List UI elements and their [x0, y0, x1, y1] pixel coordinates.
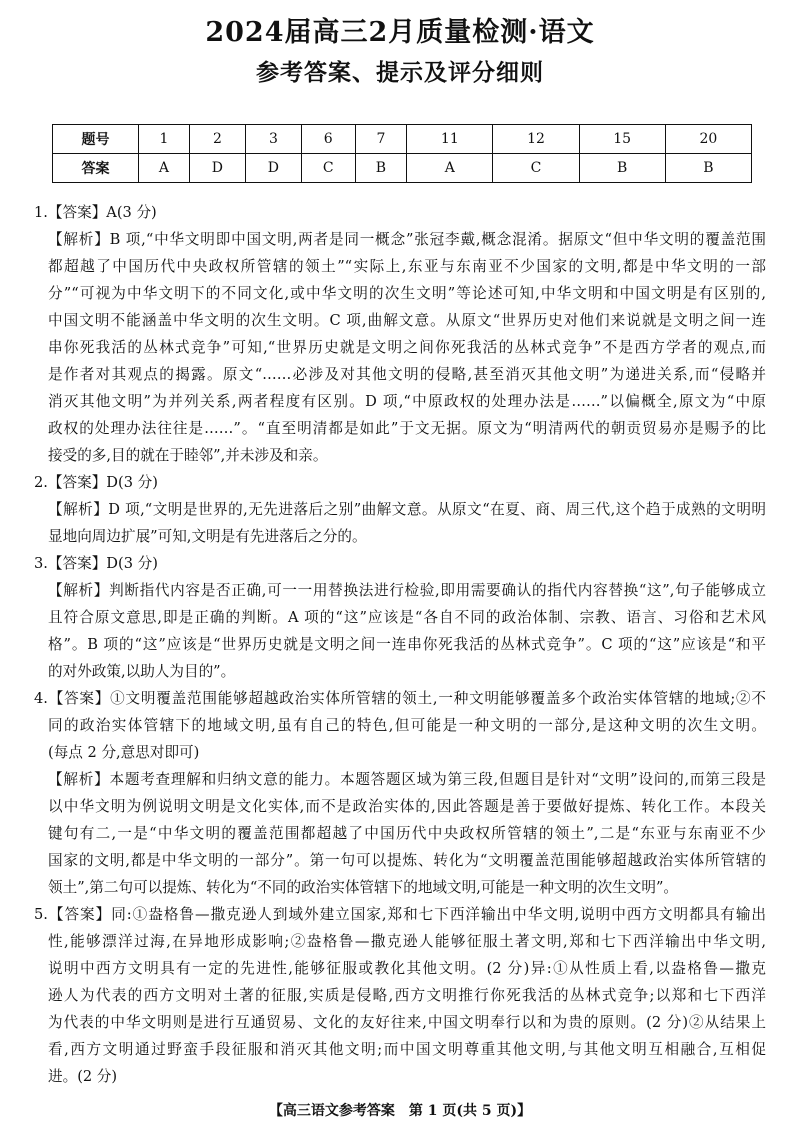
text-line: 接受的多,目的就在于睦邻”,并未涉及和亲。 — [48, 447, 328, 464]
text-line: 消灭其他文明”为并列关系,两者程度有区别。D 项,“中原政权的处理办法是……”以偏概全,原文为“中原 — [48, 393, 766, 410]
answer-line: 2.【答案】D(3 分) — [34, 474, 158, 491]
text-line: 都超越了中国历代中央政权所管辖的领土”“实际上,东亚与东南亚不少国家的文明,都是中华文明的一部 — [48, 258, 766, 275]
answer-cell: D — [189, 154, 245, 183]
text-line: 为代表的中华文明则是进行互通贸易、文化的友好往来,中国文明奉行以和为贵的原则。(2 分)②从结果上 — [48, 1014, 766, 1031]
text-line: 看,西方文明通过野蛮手段征服和消灭其他文明;而中国文明尊重其他文明,与其他文明互相融合,互相促 — [48, 1041, 766, 1058]
text-line: 的对外政策,以助人为目的”。 — [48, 663, 236, 680]
text-line: 4.【答案】①文明覆盖范围能够超越政治实体所管辖的领土,一种文明能够覆盖多个政治实体管辖的地域;②不 — [34, 690, 766, 707]
text-line: 同的政治实体管辖下的地域文明,虽有自己的特色,但可能是一种文明的一部分,是这种文明的次生文明。 — [48, 717, 766, 734]
text-line: 格”。B 项的“这”应该是“世界历史就是文明之间一连串你死我活的丛林式竞争”。C 项的“这”应该是“和平 — [48, 636, 766, 653]
text-line: 分”“可视为中华文明下的不同文化,或中华文明的次生文明”等论述可知,中华文明和中国文明是有区别的, — [48, 285, 766, 302]
answer-cell: C — [493, 154, 579, 183]
text-line: 且符合原文意思,即是正确的判断。A 项的“这”应该是“各自不同的政治体制、宗教、语言、习俗和艺术风 — [48, 609, 766, 626]
answer-row — [53, 154, 752, 183]
answer-cell: C — [301, 154, 355, 183]
question-cell: 15 — [579, 125, 665, 154]
text-line: 中国文明不能涵盖中华文明的次生文明。C 项,曲解文意。从原文“世界历史对他们来说就是文明之间一连 — [48, 312, 766, 329]
text-line: 键句有二,一是“中华文明的覆盖范围都超越了中国历代中央政权所管辖的领土”,二是“东亚与东南亚不少 — [48, 825, 766, 842]
text-line: (每点 2 分,意思对即可) — [48, 744, 200, 761]
text-line: 进。(2 分) — [48, 1068, 118, 1085]
text-line: 显地向周边扩展”可知,文明是有先进落后之分的。 — [48, 528, 367, 545]
text-line: 政权的处理办法往往是……”。“直至明清都是如此”于文无据。原文为“明清两代的朝贡贸易亦是赐予的比 — [48, 420, 766, 437]
question-cell: 20 — [665, 125, 751, 154]
answer-cell: A — [139, 154, 190, 183]
text-line: 说明中西方文明具有一定的先进性,能够征服或教化其他文明。(2 分)异:①从性质上看,以盎格鲁—撒克 — [48, 960, 766, 977]
text-line: 是作者对其观点的揭露。原文“……必涉及对其他文明的侵略,甚至消灭其他文明”为递进关系,而“侵略并 — [48, 366, 766, 383]
question-cell: 6 — [301, 125, 355, 154]
answer-explanations — [34, 199, 766, 1090]
text-line: 以中华文明为例说明文明是文化实体,而不是政治实体的,因此答题是善于要做好提炼、转化工作。本段关 — [48, 798, 766, 815]
answer-cell: B — [665, 154, 751, 183]
question-cell: 7 — [355, 125, 407, 154]
page-title: 2024届高三2月质量检测·语文 — [205, 17, 595, 48]
question-cell: 11 — [407, 125, 493, 154]
question-cell: 1 — [139, 125, 190, 154]
answer-cell: D — [245, 154, 301, 183]
row-label-answer: 答案 — [53, 154, 139, 183]
text-line: 串你死我活的丛林式竞争”可知,“世界历史就是文明之间你死我活的丛林式竞争”不是西方学者的观点,而 — [48, 339, 766, 356]
question-number-row — [53, 125, 752, 154]
page-subtitle: 参考答案、提示及评分细则 — [256, 59, 544, 86]
row-label-question: 题号 — [53, 125, 139, 154]
text-line: 5.【答案】同:①盎格鲁—撒克逊人到域外建立国家,郑和七下西洋输出中华文明,说明中西方文明都具有输出 — [34, 906, 766, 923]
item-5 — [34, 901, 766, 1090]
item-1 — [34, 199, 766, 469]
answer-line: 1.【答案】A(3 分) — [34, 204, 157, 221]
item-2 — [34, 469, 766, 550]
text-line: 【解析】D 项,“文明是世界的,无先进落后之别”曲解文意。从原文“在夏、商、周三代,这个趋于成熟的文明明 — [48, 501, 766, 518]
answer-line: 3.【答案】D(3 分) — [34, 555, 158, 572]
answer-cell: B — [579, 154, 665, 183]
answer-cell: B — [355, 154, 407, 183]
text-line: 领土”,第二句可以提炼、转化为“不同的政治实体管辖下的地域文明,可能是一种文明的次生文明”。 — [48, 879, 679, 896]
text-line: 性,能够漂洋过海,在异地形成影响;②盎格鲁—撒克逊人能够征服土著文明,郑和七下西洋输出中华文明, — [48, 933, 766, 950]
text-line: 【解析】本题考查理解和归纳文意的能力。本题答题区域为第三段,但题目是针对“文明”设问的,而第三段是 — [48, 771, 766, 788]
text-line: 国家的文明,都是中华文明的一部分”。第一句可以提炼、转化为“文明覆盖范围能够超越政治实体所管辖的 — [48, 852, 766, 869]
item-3 — [34, 550, 766, 685]
text-line: 逊人为代表的西方文明对土著的征服,实质是侵略,西方文明推行你死我活的丛林式竞争;以郑和七下西洋 — [48, 987, 766, 1004]
item-4 — [34, 685, 766, 901]
text-line: 【解析】判断指代内容是否正确,可一一用替换法进行检验,即用需要确认的指代内容替换“这”,句子能够成立 — [48, 582, 766, 599]
answer-cell: A — [407, 154, 493, 183]
question-cell: 2 — [189, 125, 245, 154]
page-footer: 【高三语文参考答案 第 1 页(共 5 页)】 — [268, 1103, 532, 1119]
answer-table — [52, 124, 752, 183]
text-line: 【解析】B 项,“中华文明即中国文明,两者是同一概念”张冠李戴,概念混淆。据原文“但中华文明的覆盖范围 — [48, 231, 766, 248]
question-cell: 12 — [493, 125, 579, 154]
question-cell: 3 — [245, 125, 301, 154]
